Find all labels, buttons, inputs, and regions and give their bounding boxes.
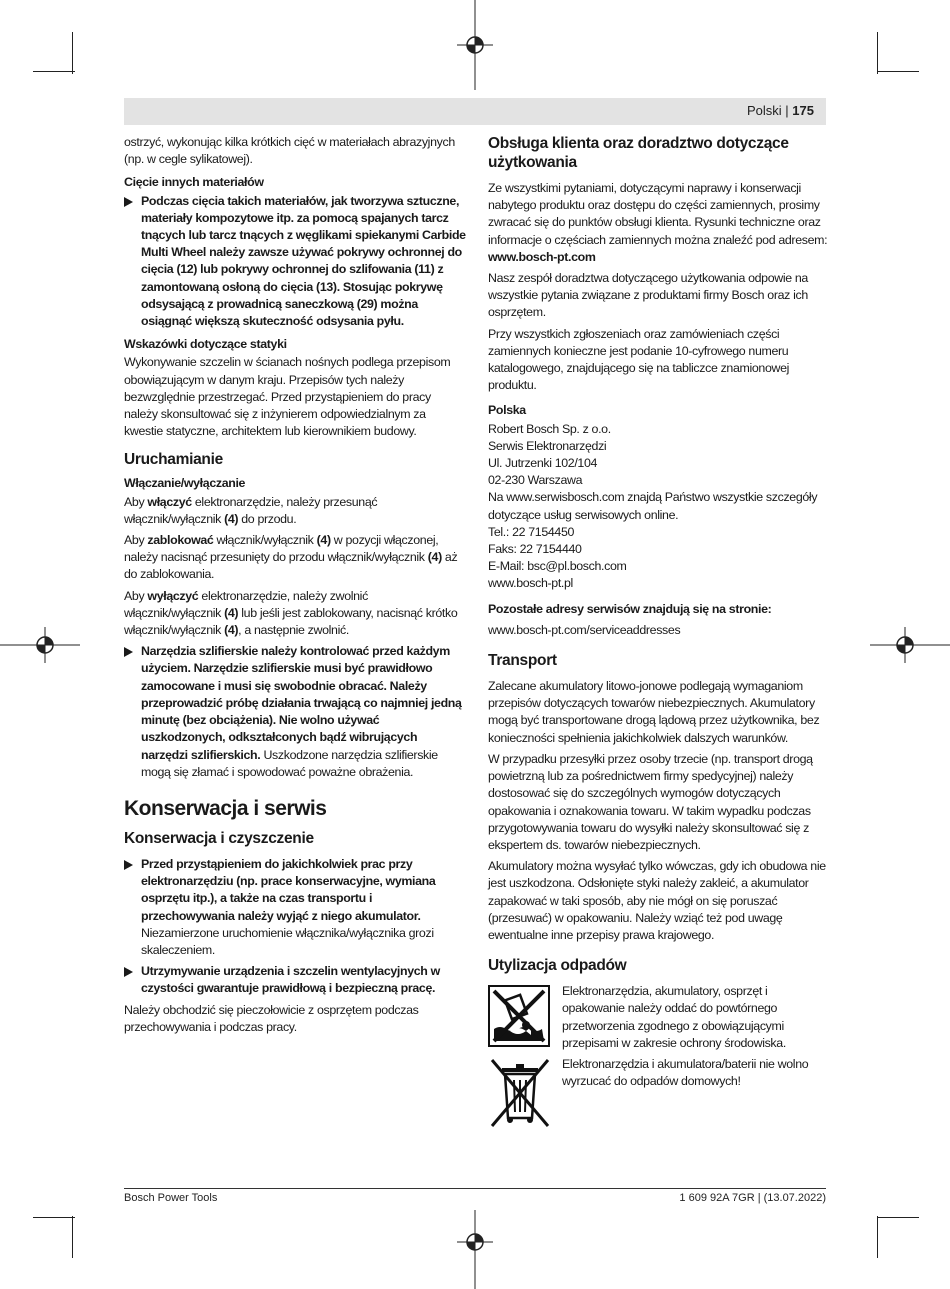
heading-startup: Uruchamianie [124,451,223,469]
paragraph: W przypadku przesyłki przez osoby trzecie (np. transport drogą powietrzną lub za pośrednictwem firmy spedycyjnej) należy dostosować się do szczególnych wymogów dotyczących opakowania i oznakowania towaru. W takim wypadku podczas przygotowywania towaru do wysyłki należy skonsultować się z ekspertem ds. towarów niebezpiecznych. [488,751,813,852]
footer-code: 1 609 92A 7GR | (13.07.2022) [679,1192,826,1204]
heading-maintenance: Konserwacja i serwis [124,796,327,820]
paragraph-switch-lock [124,532,466,584]
warning-bullet [124,856,466,959]
bullet-triangle-icon [124,967,133,977]
other-addresses-link[interactable]: www.bosch-pt.com/serviceaddresses [488,622,681,637]
text-span: aż do zablokowania. [124,550,458,582]
text-span: wyłączyć [147,588,199,603]
paragraph: Nasz zespół doradztwa dotyczącego użytkowania odpowie na wszystkie pytania związane z produktami firmy Bosch oraz ich osprzętem. [488,271,808,320]
header-separator: | [781,103,793,118]
address-line: Ul. Jutrzenki 102/104 [488,456,598,471]
paragraph: Należy obchodzić się pieczołowicie z osprzętem podczas przechowywania i podczas pracy. [124,1002,419,1034]
website-link[interactable]: www.bosch-pt.pl [488,576,573,591]
text-span: włączyć [147,494,192,509]
address-line: Robert Bosch Sp. z o.o. [488,421,611,436]
bullet-text: Niezamierzone uruchomienie włącznika/wyłącznika grozi skaleczeniem. [141,925,434,957]
heading-disposal: Utylizacja odpadów [488,957,627,975]
paragraph: Zalecane akumulatory litowo-jonowe podlegają wymaganiom przepisów dotyczących towarów niebezpiecznych. Akumulatory mogą być transportowane drogą lądową przez użytkownika, bez konieczności spełnienia jakichkolwiek dalszych warunków. [488,679,820,745]
text-span: (4) [224,511,239,526]
paragraph: ostrzyć, wykonując kilka krótkich cięć w materiałach abrazyjnych (np. w cegle sylikatowej). [124,135,455,167]
other-addresses-heading: Pozostałe adresy serwisów znajdują się na stronie: [488,601,772,616]
text-span: w pozycji włączonej, należy nacisnąć przesunięty do przodu włącznik/wyłącznik [124,533,439,565]
crop-mark [72,32,73,74]
crop-mark [72,1216,73,1258]
subheading-statics: Wskazówki dotyczące statyki [124,337,287,352]
text-span: włącznik/wyłącznik [213,533,317,548]
right-column [488,134,828,1094]
subheading-cutting-other: Cięcie innych materiałów [124,175,264,190]
bullet-text-bold: Utrzymywanie urządzenia i szczelin wentylacyjnych w czystości gwarantuje prawidłową i bezpieczną pracę. [141,964,440,996]
text-span: (4) [224,623,239,638]
heading-customer-service: Obsługa klienta oraz doradztwo dotyczące użytkowania [488,135,789,171]
email[interactable]: E-Mail: bsc@pl.bosch.com [488,559,627,574]
bullet-text: Uszkodzone narzędzia szlifierskie mogą się złamać i spowodować poważne obrażenia. [141,747,438,779]
text-span: (4) [427,550,442,565]
text-span: Aby [124,588,148,603]
page-number: 175 [792,103,814,118]
warning-bullet [124,963,466,997]
text-span: elektronarzędzie, należy zwolnić włącznik/wyłącznik [124,588,368,620]
crop-mark [877,71,919,72]
page-header [124,98,826,125]
registration-mark-icon [870,625,950,665]
paragraph-switch-on [124,494,466,528]
disposal-section [488,983,828,1090]
left-column [124,134,466,1040]
footer-divider [124,1188,826,1189]
paragraph: Przy wszystkich zgłoszeniach oraz zamówieniach części zamiennych konieczne jest podanie 10-cyfrowego numeru katalogowego, znajdującego się na tabliczce znamionowej produktu. [488,326,790,393]
text-span: (4) [224,605,239,620]
text-span: Aby [124,533,148,548]
text-span: , a następnie zwolnić. [238,623,349,638]
serwis-info: Na www.serwisbosch.com znajdą Państwo wszystkie szczegóły dotyczące usług serwisowych online. [488,490,818,522]
subheading-onoff: Włączanie/wyłączanie [124,476,246,491]
text-span: (4) [316,533,331,548]
text-span: zablokować [147,533,214,548]
disposal-icons [488,985,554,1135]
warning-bullet [124,643,466,781]
text-span: do przodu. [238,511,297,526]
paragraph-switch-off [124,588,466,640]
paragraph-service [488,180,828,266]
bullet-text-bold: Przed przystąpieniem do jakichkolwiek prac przy elektronarzędziu (np. prace konserwacyjne, wymiana osprzętu itp.), a także na czas transportu i przechowywania należy wyjąć z niego akumulator. [141,856,436,923]
disposal-text [562,983,828,1090]
fax: Faks: 22 7154440 [488,542,582,557]
paragraph: Elektronarzędzia, akumulatory, osprzęt i opakowanie należy oddać do powtórnego przetworzenia zgodnego z obowiązującymi przepisami w zakresie ochrony środowiska. [562,984,786,1050]
bullet-text-bold: Narzędzia szlifierskie należy kontrolować przed każdym użyciem. Narzędzie szlifierskie musi być prawidłowo zamocowane i musi się swobodnie obracać. Należy przeprowadzić próbę działania trwającą co najmniej jedną minutę (bez obciążenia). Nie wolno używać uszkodzonych, odkształconych bądź wibrujących narzędzi szlifierskich. [141,644,462,762]
bullet-text: Podczas cięcia takich materiałów, jak tworzywa sztuczne, materiały kompozytowe itp. za pomocą spajanych tarcz tnących lub tarcz tnących z węglikami spiekanymi Carbide Multi Wheel należy zawsze używać pokrywy ochronnej do cięcia (12) lub pokrywy ochronnej do szlifowania (11) z zamontowaną osłoną do cięcia (13). Stosując pokrywę odsysającą z prowadnicą saneczkową (29) można osiągnąć większą skuteczność odsysania pyłu. [141,193,466,329]
crossed-bin-icon [488,1056,552,1130]
text-span: Ze wszystkimi pytaniami, dotyczącymi naprawy i konserwacji nabytego produktu oraz dostępu do części zamiennych, prosimy zwracać się do punktów obsługi klienta. Rysunki techniczne oraz informacje o częściach zamiennych można znaleźć pod adresem: [488,181,828,247]
registration-mark-icon [455,1210,495,1289]
phone: Tel.: 22 7154450 [488,524,575,539]
service-link[interactable]: www.bosch-pt.com [488,249,596,264]
header-text [747,103,814,118]
crop-mark [877,1217,919,1218]
address-line: 02-230 Warszawa [488,473,583,488]
header-section: Polski [747,103,782,118]
bullet-triangle-icon [124,647,133,657]
text-span: lub jeśli jest zablokowany, nacisnąć krótko włącznik/wyłącznik [124,605,458,638]
warning-bullet [124,193,466,331]
paragraph: Wykonywanie szczelin w ścianach nośnych podlega przepisom obowiązującym w danym kraju. Przepisów tych należy bezwzględnie przestrzegać. Przed przystąpieniem do pracy należy skonsultować się z inżynierem odpowiedzialnym za kwestie statyczne, architektem lub kierownikiem budowy. [124,355,451,439]
no-dumping-icon [488,985,550,1047]
crop-mark [33,1217,75,1218]
registration-mark-icon [455,0,495,90]
heading-cleaning: Konserwacja i czyszczenie [124,829,314,847]
country-heading: Polska [488,403,526,418]
bullet-triangle-icon [124,197,133,207]
text-span: Aby [124,494,148,509]
crop-mark [33,71,75,72]
crop-mark [877,1216,878,1258]
text-span: elektronarzędzie, należy przesunąć włącznik/wyłącznik [124,494,378,526]
registration-mark-icon [0,625,80,665]
bullet-triangle-icon [124,860,133,870]
heading-transport: Transport [488,652,557,670]
footer-brand: Bosch Power Tools [124,1192,218,1204]
paragraph: Elektronarzędzia i akumulatora/baterii nie wolno wyrzucać do odpadów domowych! [562,1056,809,1089]
paragraph: Akumulatory można wysyłać tylko wówczas, gdy ich obudowa nie jest uszkodzona. Odsłonięte styki należy zakleić, a akumulator zapakować w taki sposób, aby nie mógł on się poruszać (przesuwać) w opakowaniu. Należy wziąć też pod uwagę ewentualne inne przepisy prawa krajowego. [488,859,826,942]
crop-mark [877,32,878,74]
address-line: Serwis Elektronarzędzi [488,438,607,453]
